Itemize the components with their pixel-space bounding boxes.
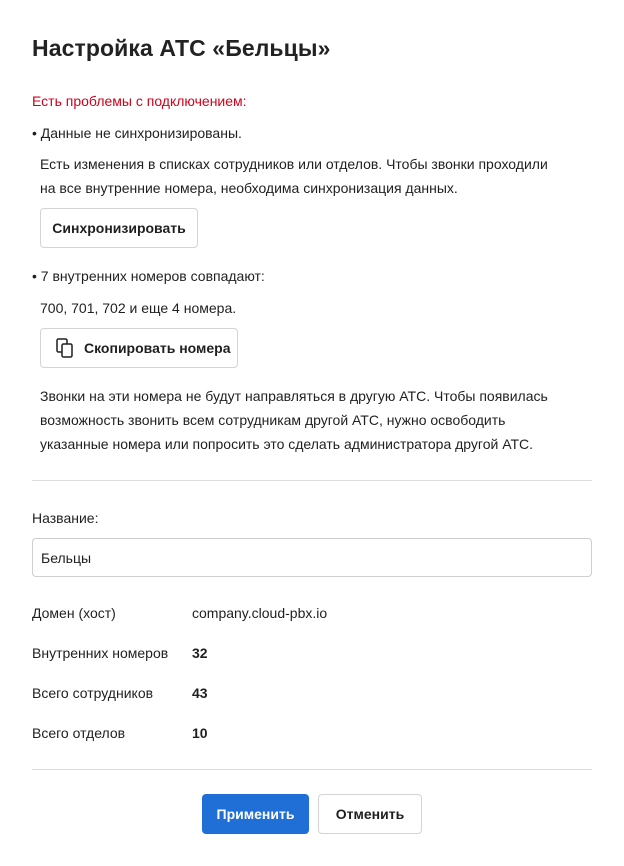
info-row-extensions (32, 643, 592, 663)
connection-error-heading: Есть проблемы с подключением: (32, 93, 247, 109)
page-title: Настройка АТС «Бельцы» (32, 35, 331, 61)
duplicate-description-line: указанные номера или попросить это сделать администратора другой АТС. (40, 436, 534, 452)
name-field-label: Название: (32, 510, 99, 526)
duplicate-description-line: возможность звонить всем сотрудникам другой АТС, нужно освободить (40, 412, 506, 428)
duplicate-numbers-bullet: • 7 внутренних номеров совпадают: (32, 268, 265, 284)
info-row-domain (32, 603, 592, 623)
sync-problem-bullet: • Данные не синхронизированы. (32, 125, 242, 141)
info-row-departments (32, 723, 592, 743)
sync-problem-description (40, 152, 580, 200)
sync-description-line: Есть изменения в списках сотрудников или отделов. Чтобы звонки проходили (40, 156, 548, 172)
name-input[interactable] (32, 538, 592, 577)
apply-button[interactable]: Применить (202, 794, 309, 834)
info-row-employees (32, 683, 592, 703)
copy-numbers-button[interactable] (40, 328, 238, 368)
sync-button[interactable]: Синхронизировать (40, 208, 198, 248)
copy-numbers-label: Скопировать номера (84, 340, 231, 356)
info-value: 10 (192, 725, 208, 741)
info-label: Домен (хост) (32, 605, 116, 621)
sync-description-line: на все внутренние номера, необходима синхронизация данных. (40, 180, 458, 196)
duplicate-numbers-description (40, 384, 580, 456)
info-value: 43 (192, 685, 208, 701)
duplicate-description-line: Звонки на эти номера не будут направляться в другую АТС. Чтобы появилась (40, 388, 548, 404)
info-label: Внутренних номеров (32, 645, 169, 661)
section-divider (32, 480, 592, 481)
footer-divider (32, 769, 592, 770)
duplicate-numbers-list: 700, 701, 702 и еще 4 номера. (40, 300, 237, 316)
info-value: company.cloud-pbx.io (192, 605, 328, 621)
info-label: Всего отделов (32, 725, 126, 741)
copy-icon (56, 338, 74, 358)
info-label: Всего сотрудников (32, 685, 154, 701)
cancel-button[interactable]: Отменить (318, 794, 422, 834)
info-value: 32 (192, 645, 208, 661)
